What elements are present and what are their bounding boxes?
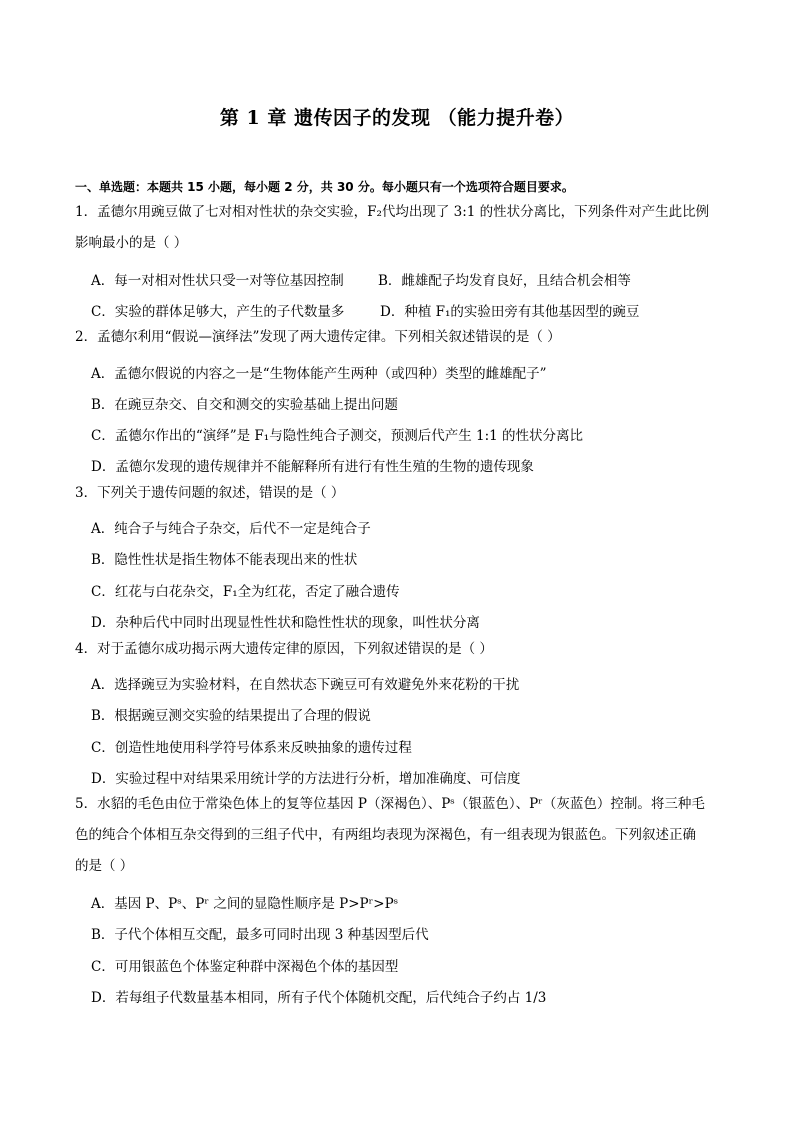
question-2-option-a: A．孟德尔假说的内容之一是“生物体能产生两种（或四种）类型的雌雄配子” bbox=[91, 366, 547, 382]
question-1-option-c: C．实验的群体足够大，产生的子代数量多 bbox=[91, 304, 345, 320]
question-1-option-b: B．雌雄配子均发育良好，且结合机会相等 bbox=[378, 273, 631, 289]
question-stem-line: 色的纯合个体相互杂交得到的三组子代中，有两组均表现为深褐色，有一组表现为银蓝色。下列叙述正确 bbox=[75, 827, 696, 843]
question-3-option-b: B．隐性性状是指生物体不能表现出来的性状 bbox=[91, 552, 358, 568]
question-3-option-c: C．红花与白花杂交，F₁全为红花，否定了融合遗传 bbox=[91, 584, 400, 600]
question-4-option-c: C．创造性地使用科学符号体系来反映抽象的遗传过程 bbox=[91, 740, 412, 756]
page-title: 第 1 章 遗传因子的发现 （能力提升卷） bbox=[219, 107, 575, 129]
question-3-option-a: A．纯合子与纯合子杂交，后代不一定是纯合子 bbox=[91, 521, 371, 537]
question-5-option-a: A．基因 P、Pˢ、Pʳ 之间的显隐性顺序是 P>Pʳ>Pˢ bbox=[91, 896, 399, 912]
question-stem-line: 1．孟德尔用豌豆做了七对相对性状的杂交实验，F₂代均出现了 3:1 的性状分离比，下列条件对产生此比例 bbox=[75, 204, 710, 220]
question-stem-line: 影响最小的是（ ） bbox=[75, 235, 188, 251]
question-stem-line: 3．下列关于遗传问题的叙述，错误的是（ ） bbox=[75, 485, 345, 501]
question-2-stem bbox=[75, 322, 725, 353]
question-1-stem bbox=[75, 197, 725, 259]
section-header: 一、单选题：本题共 15 小题，每小题 2 分，共 30 分。每小题只有一个选项符合题目要求。 bbox=[75, 180, 574, 194]
question-5-stem bbox=[75, 789, 725, 882]
question-5-option-d: D．若每组子代数量基本相同，所有子代个体随机交配，后代纯合子约占 1/3 bbox=[91, 990, 547, 1006]
question-2-option-c: C．孟德尔作出的“演绎”是 F₁与隐性纯合子测交，预测后代产生 1:1 的性状分离比 bbox=[91, 428, 584, 444]
question-4-option-d: D．实验过程中对结果采用统计学的方法进行分析，增加准确度、可信度 bbox=[91, 771, 521, 787]
question-5-option-c: C．可用银蓝色个体鉴定种群中深褐色个体的基因型 bbox=[91, 959, 399, 975]
question-stem-line: 4．对于孟德尔成功揭示两大遗传定律的原因，下列叙述错误的是（ ） bbox=[75, 641, 493, 657]
question-5-option-b: B．子代个体相互交配，最多可同时出现 3 种基因型后代 bbox=[91, 927, 429, 943]
question-stem-line: 2．孟德尔利用“假说—演绎法”发现了两大遗传定律。下列相关叙述错误的是（ ） bbox=[75, 329, 561, 345]
question-4-option-b: B．根据豌豆测交实验的结果提出了合理的假说 bbox=[91, 708, 371, 724]
question-4-option-a: A．选择豌豆为实验材料，在自然状态下豌豆可有效避免外来花粉的干扰 bbox=[91, 677, 520, 693]
question-1-option-a: A．每一对相对性状只受一对等位基因控制 bbox=[91, 273, 344, 289]
question-1-option-d: D．种植 F₁的实验田旁有其他基因型的豌豆 bbox=[380, 304, 640, 320]
question-3-stem bbox=[75, 478, 725, 509]
question-stem-line: 5．水貂的毛色由位于常染色体上的复等位基因 P（深褐色）、Pˢ（银蓝色）、Pʳ（灰蓝色）控制。将三种毛 bbox=[75, 796, 705, 812]
question-4-stem bbox=[75, 634, 725, 665]
question-stem-line: 的是（ ） bbox=[75, 858, 134, 874]
question-3-option-d: D．杂种后代中同时出现显性性状和隐性性状的现象，叫性状分离 bbox=[91, 615, 480, 631]
question-2-option-d: D．孟德尔发现的遗传规律并不能解释所有进行有性生殖的生物的遗传现象 bbox=[91, 459, 534, 475]
question-2-option-b: B．在豌豆杂交、自交和测交的实验基础上提出问题 bbox=[91, 397, 398, 413]
